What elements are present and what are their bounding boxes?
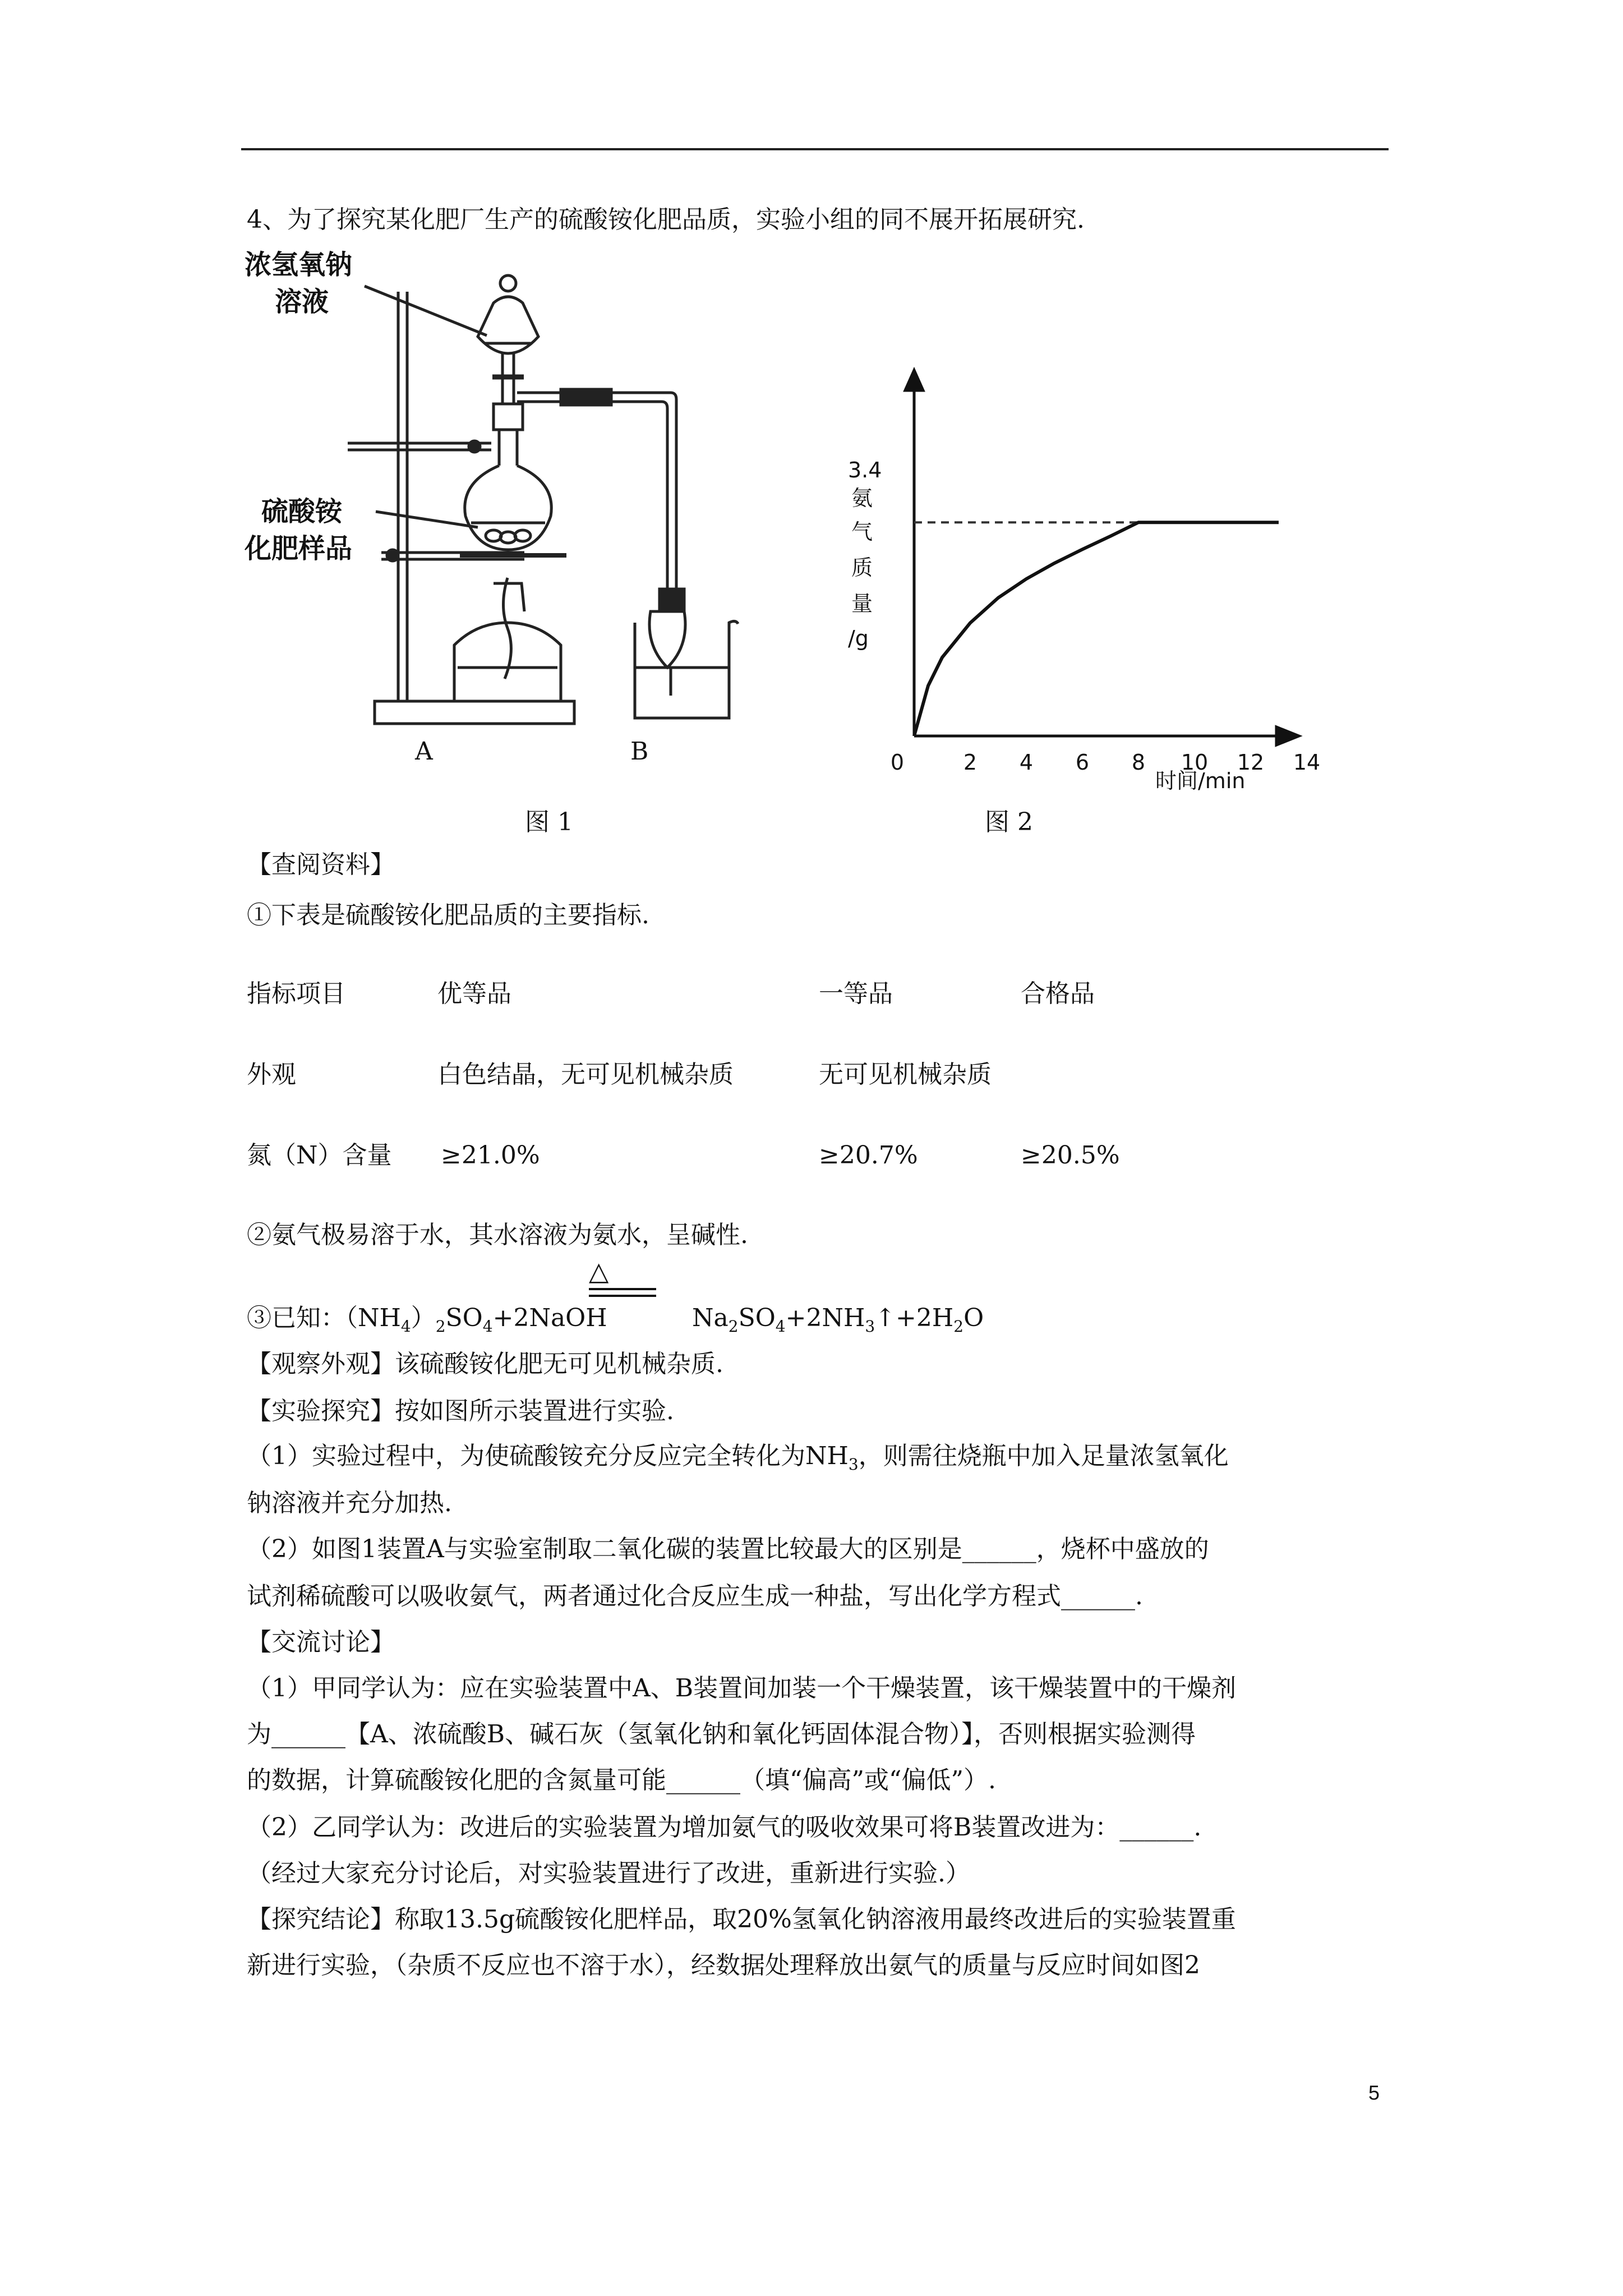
discuss-heading: 【交流讨论】 bbox=[247, 1628, 395, 1657]
x-tick-label: 2 bbox=[963, 750, 978, 775]
conclusion-line-1: 【探究结论】称取13.5g硫酸铵化肥样品，取20%氢氧化钠溶液用最终改进后的实验装置重 bbox=[247, 1905, 1236, 1934]
question-intro: 4、为了探究某化肥厂生产的硫酸铵化肥品质，实验小组的同不展开拓展研究. bbox=[247, 205, 1085, 234]
section-research: 【查阅资料】 bbox=[247, 850, 395, 879]
y-label-char-3: 质 bbox=[851, 555, 873, 580]
conclusion-line-2: 新进行实验，（杂质不反应也不溶于水），经数据处理释放出氨气的质量与反应时间如图2 bbox=[247, 1951, 1200, 1980]
label-naoh-line2: 溶液 bbox=[275, 286, 329, 318]
label-naoh-line1: 浓氢氧钠 bbox=[245, 249, 353, 280]
x-axis-label: 时间/min bbox=[1155, 769, 1246, 793]
figure1-caption: 图 1 bbox=[525, 808, 573, 836]
item-1: ①下表是硫酸铵化肥品质的主要指标. bbox=[247, 901, 649, 930]
label-sample-line1: 硫酸铵 bbox=[261, 496, 343, 527]
x-tick-label: 12 bbox=[1237, 750, 1265, 775]
table-cell-appearance-premium: 白色结晶，无可见机械杂质 bbox=[437, 1060, 734, 1089]
discussion-1-line-3: 的数据，计算硫酸铵化肥的含氮量可能______（填“偏高”或“偏低”）. bbox=[247, 1766, 996, 1795]
y-label-char-2: 气 bbox=[851, 519, 873, 544]
observe-line: 【观察外观】该硫酸铵化肥无可见机械杂质. bbox=[247, 1350, 723, 1378]
x-tick-label: 4 bbox=[1019, 750, 1034, 775]
question-1-line-2: 钠溶液并充分加热. bbox=[247, 1489, 452, 1517]
x-tick-label: 0 bbox=[890, 750, 905, 775]
explore-line: 【实验探究】按如图所示装置进行实验. bbox=[247, 1397, 674, 1425]
ammonia-mass-series-line bbox=[914, 522, 1279, 736]
label-sample-line2: 化肥样品 bbox=[245, 533, 353, 564]
question-2-line-1: （2）如图1装置A与实验室制取二氧化碳的装置比较最大的区别是______，烧杯中盛放的 bbox=[247, 1535, 1209, 1563]
y-max-label: 3.4 bbox=[848, 458, 882, 482]
apparatus-label-b: B bbox=[630, 737, 649, 766]
ammonia-mass-chart bbox=[841, 337, 1335, 797]
table-cell-nitrogen-qualified: ≥20.5% bbox=[1021, 1141, 1120, 1170]
question-2-line-2: 试剂稀硫酸可以吸收氨气，两者通过化合反应生成一种盐，写出化学方程式______. bbox=[247, 1582, 1143, 1611]
apparatus-figure bbox=[0, 0, 1623, 785]
table-header-first: 一等品 bbox=[819, 979, 893, 1008]
item-3-reactants: ③已知：$(NH_4)_2SO_4+2NaOH$ bbox=[247, 1304, 607, 1336]
x-tick-label: 14 bbox=[1293, 750, 1321, 775]
table-cell-appearance-first: 无可见机械杂质 bbox=[819, 1060, 992, 1089]
table-header-qualified: 合格品 bbox=[1021, 979, 1095, 1008]
x-tick-label: 8 bbox=[1131, 750, 1146, 775]
table-header-premium: 优等品 bbox=[437, 979, 511, 1008]
table-cell-nitrogen-first: ≥20.7% bbox=[819, 1141, 918, 1170]
table-cell-nitrogen: 氮（N）含量 bbox=[247, 1141, 392, 1170]
x-tick-label: 6 bbox=[1075, 750, 1090, 775]
table-cell-appearance: 外观 bbox=[247, 1060, 296, 1089]
table-header-item: 指标项目 bbox=[247, 979, 345, 1008]
discussion-2-line-1: （2）乙同学认为：改进后的实验装置为增加氨气的吸收效果可将B装置改进为：______. bbox=[247, 1813, 1202, 1842]
discussion-1-line-1: （1）甲同学认为：应在实验装置中A、B装置间加装一个干燥装置，该干燥装置中的干燥剂 bbox=[247, 1674, 1237, 1703]
x-tick-label: 10 bbox=[1181, 750, 1209, 775]
item-3-products: $Na_2SO_4+2NH_3↑+2H_2O$ bbox=[692, 1304, 984, 1336]
figure2-caption: 图 2 bbox=[985, 808, 1033, 836]
discussion-1-line-2: 为______【A、浓硫酸B、碱石灰（氢氧化钠和氧化钙固体混合物）】，否则根据实验测得 bbox=[247, 1720, 1196, 1749]
item-2: ②氨气极易溶于水，其水溶液为氨水，呈碱性. bbox=[247, 1221, 748, 1249]
y-label-char-4: 量 bbox=[851, 591, 873, 616]
heat-condition: △ bbox=[589, 1256, 609, 1286]
page-number: 5 bbox=[1368, 2081, 1380, 2104]
y-label-unit: /g bbox=[848, 626, 869, 651]
chart-axes bbox=[905, 370, 1299, 745]
discussion-2-line-2: （经过大家充分讨论后，对实验装置进行了改进，重新进行实验.） bbox=[247, 1859, 970, 1888]
apparatus-label-a: A bbox=[415, 737, 433, 766]
question-1-line-1: （1）实验过程中，为使硫酸铵充分反应完全转化为$NH_3$，则需往烧瓶中加入足量浓氢氧化 bbox=[247, 1442, 1229, 1474]
equation-arrow-line-2 bbox=[589, 1295, 656, 1297]
table-cell-nitrogen-premium: ≥21.0% bbox=[441, 1141, 540, 1170]
equation-arrow-line-1 bbox=[589, 1288, 656, 1290]
y-label-char-1: 氨 bbox=[851, 486, 873, 510]
